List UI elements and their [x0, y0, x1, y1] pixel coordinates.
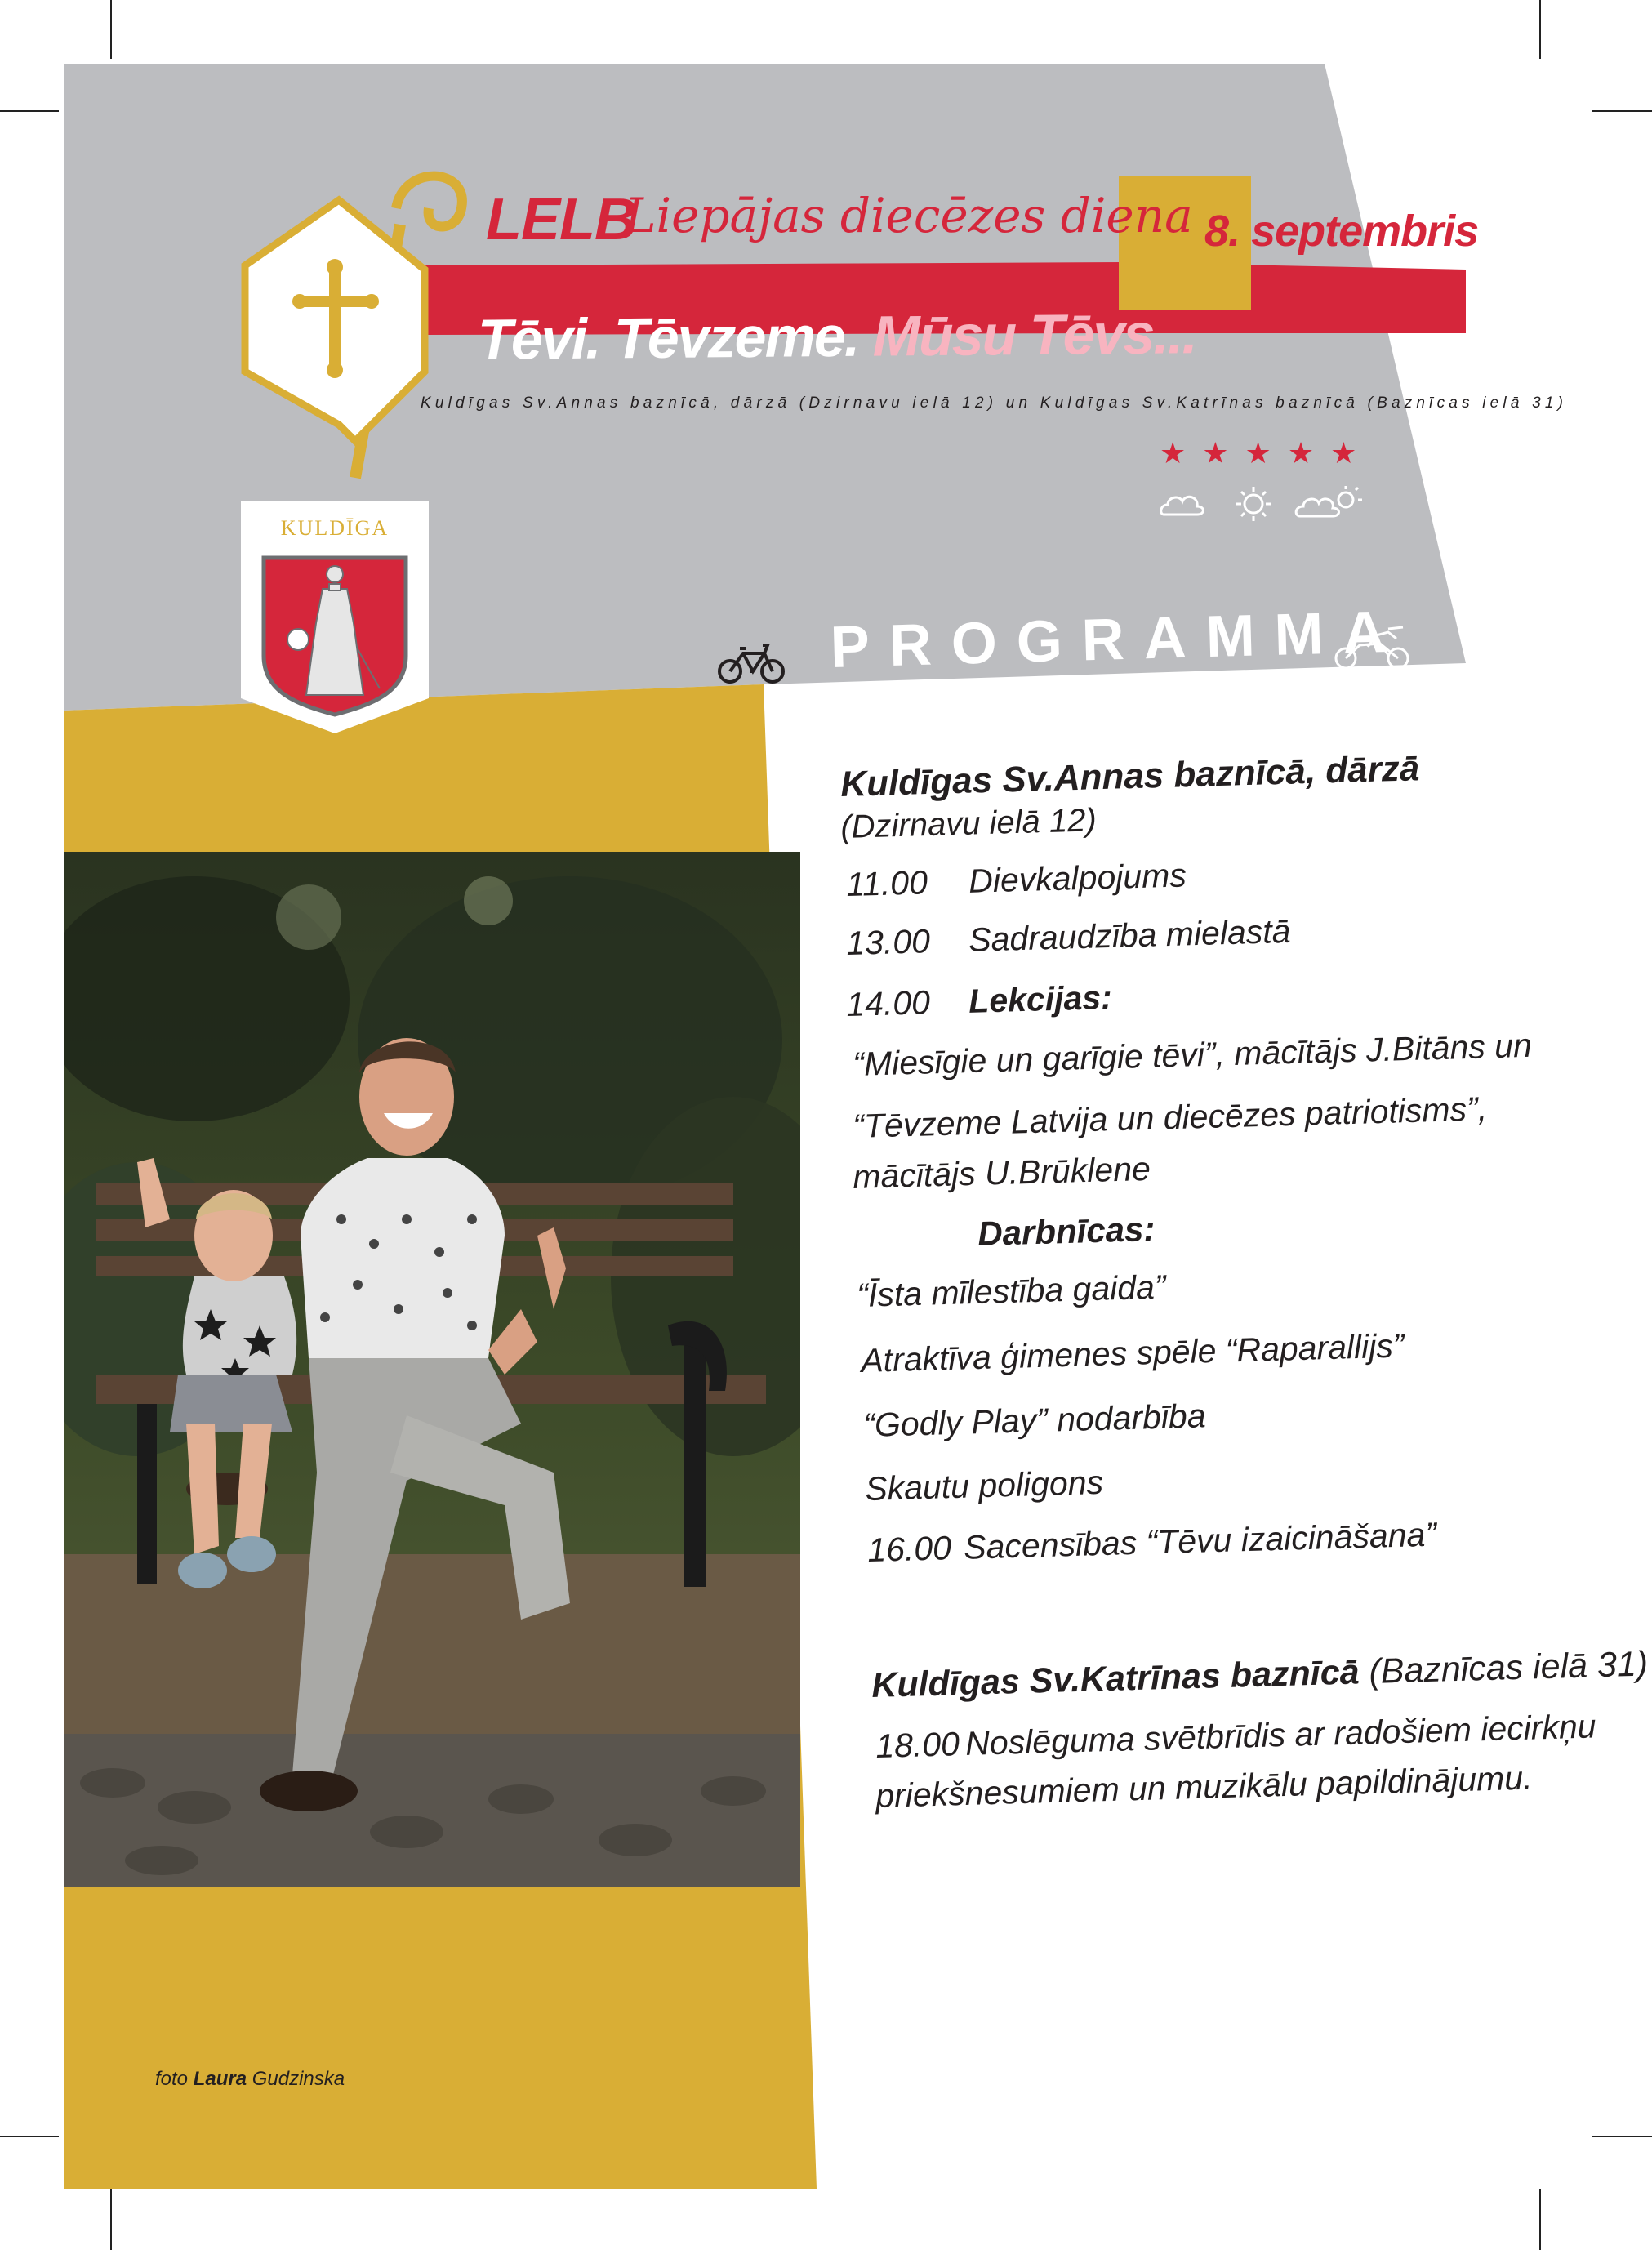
crest-city-name: KULDĪGA	[280, 516, 390, 540]
closing-line2: priekšnesumiem un muzikālu papildinājumu.	[875, 1758, 1534, 1816]
item-text: Sadraudzība mielastā	[968, 911, 1292, 959]
item-text: Dievkalpojums	[968, 856, 1187, 900]
closing-text: Noslēguma svētbrīdis ar radošiem iecirkņu	[964, 1707, 1597, 1762]
workshop-item: Atraktīva ģimenes spēle “Raparallijs”	[860, 1326, 1405, 1380]
slogan-part2: Mūsu Tēvs...	[872, 301, 1197, 368]
item-time: 13.00	[845, 922, 931, 963]
sun-icon	[1236, 487, 1271, 521]
slogan	[478, 301, 1196, 372]
item-time: 11.00	[845, 863, 928, 904]
motorcycle-icon	[1331, 622, 1413, 671]
venue2-name: Kuldīgas Sv.Katrīnas baznīcā	[871, 1652, 1360, 1706]
workshop-item: “Godly Play” nodarbība	[862, 1397, 1207, 1445]
org-name: LELB	[486, 187, 636, 252]
program-title: PROGRAMMA	[829, 599, 1406, 681]
event-date	[1204, 206, 1478, 256]
workshops-title: Darbnīcas:	[977, 1209, 1156, 1254]
bicycle-icon	[717, 639, 786, 686]
item-text: Lekcijas:	[968, 978, 1113, 1020]
event-name: Liepājas diecēzes diena	[625, 188, 1193, 243]
venue-line: Kuldīgas Sv.Annas baznīcā, dārzā (Dzirnavu ielā 12) un Kuldīgas Sv.Katrīnas baznīcā (Baznīcas ielā 31)	[421, 394, 1568, 412]
rating-stars: ★★★★★	[1160, 437, 1374, 470]
venue2-address: (Baznīcas ielā 31)	[1368, 1644, 1649, 1691]
workshop-item: Skautu poligons	[864, 1463, 1104, 1508]
credit-first-name: Laura	[193, 2068, 247, 2090]
photo-father-son-bench	[64, 852, 800, 1887]
partly-sunny-icon	[1296, 486, 1362, 516]
lecture-1: “Miesīgie un garīgie tēvi”, mācītājs J.Bitāns un	[852, 1026, 1533, 1084]
credit-prefix: foto	[155, 2068, 189, 2090]
mitre-logo-icon	[233, 159, 478, 494]
photo-credit	[155, 2068, 345, 2091]
lecture-2-line2: mācītājs U.Brūklene	[852, 1149, 1151, 1196]
slogan-part1: Tēvi. Tēvzeme.	[477, 304, 859, 372]
closing-time: 18.00	[875, 1725, 960, 1766]
date-month: septembris	[1251, 207, 1479, 256]
venue1-name: Kuldīgas Sv.Annas baznīcā, dārzā	[839, 748, 1420, 805]
item-time: 14.00	[845, 983, 931, 1024]
program-item	[846, 978, 1113, 1024]
competition-time: 16.00	[866, 1529, 952, 1570]
venue1-address: (Dzirnavu ielā 12)	[839, 802, 1098, 846]
credit-last-name: Gudzinska	[252, 2068, 345, 2090]
workshop-item: “Īsta mīlestība gaida”	[856, 1268, 1167, 1315]
weather-icons	[1160, 482, 1372, 523]
competition-text: Sacensības “Tēvu izaicināšana”	[963, 1515, 1437, 1566]
date-number: 8.	[1204, 207, 1240, 256]
lecture-2-line1: “Tēvzeme Latvija un diecēzes patriotisms”,	[852, 1089, 1488, 1146]
cloud-icon	[1161, 497, 1204, 515]
